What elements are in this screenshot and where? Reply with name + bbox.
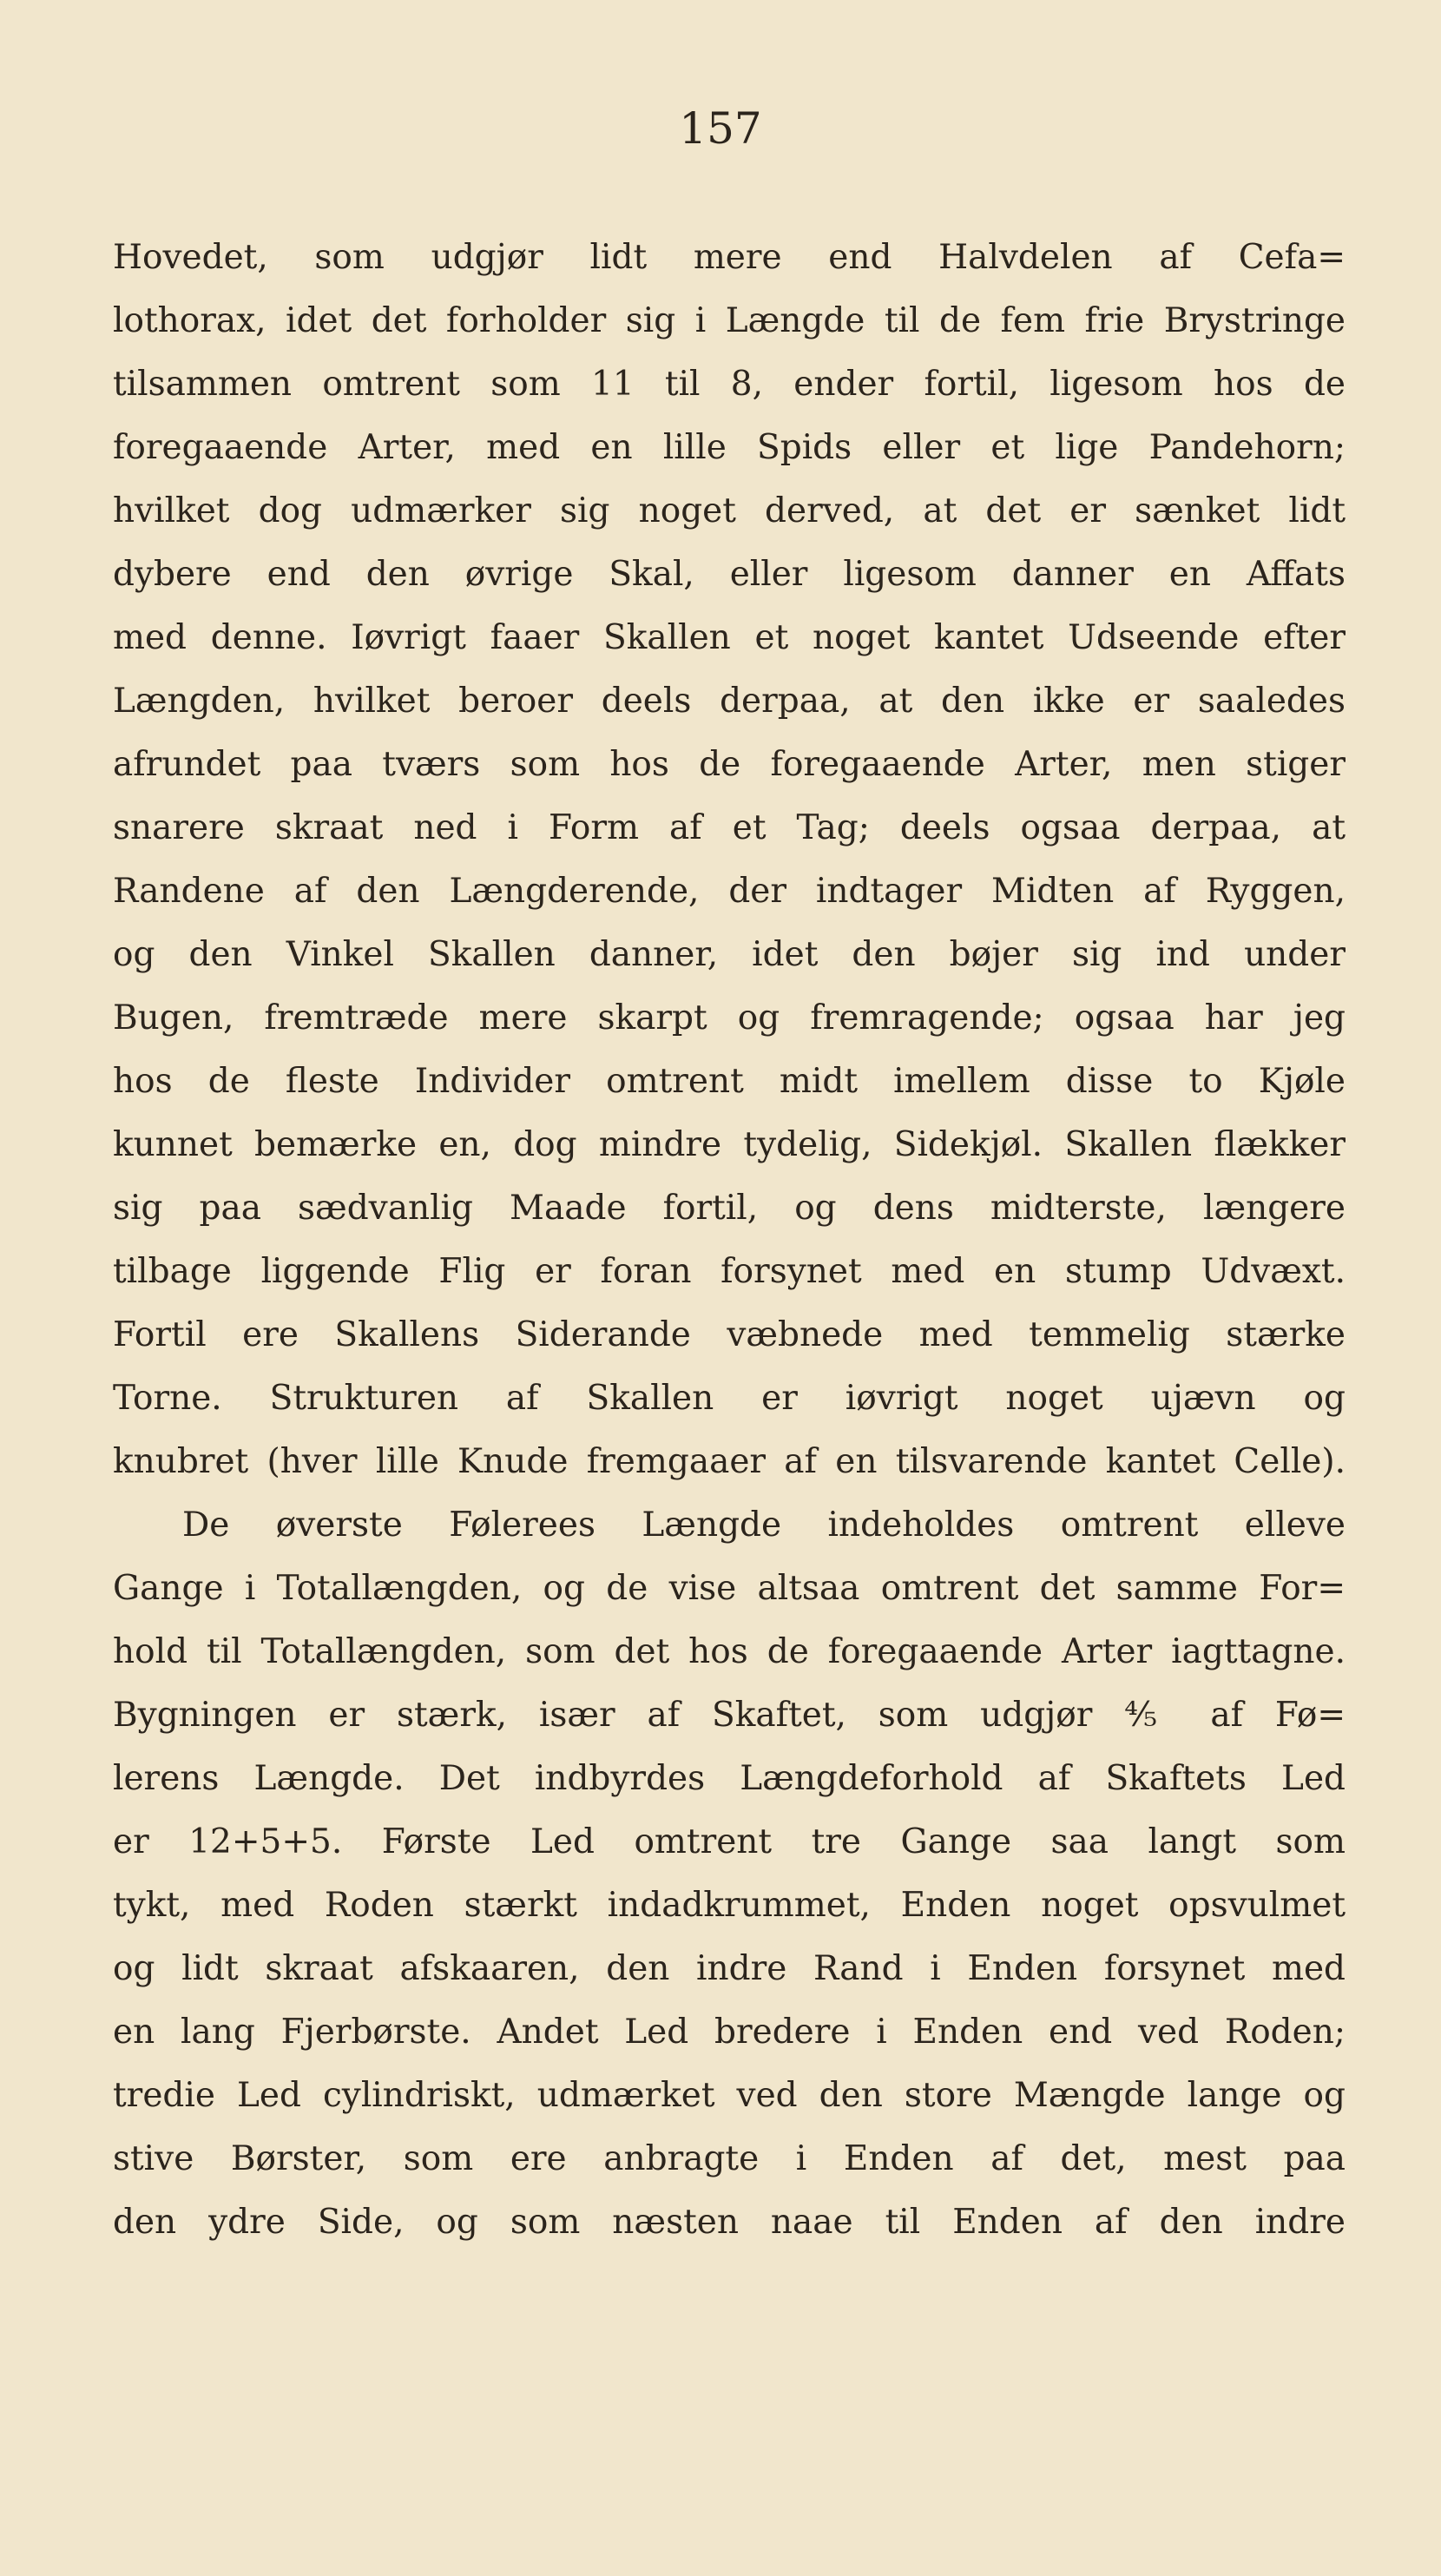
text-line: og den Vinkel Skallen danner, idet den bøjer sig ind under: [113, 935, 1346, 974]
text-line: hold til Totallængden, som det hos de foregaaende Arter iagttagne.: [113, 1632, 1346, 1671]
text-line: kunnet bemærke en, dog mindre tydelig, Sidekjøl. Skallen flækker: [113, 1125, 1346, 1164]
text-line: De øverste Følerees Længde indeholdes omtrent elleve: [182, 1505, 1346, 1545]
text-line: sig paa sædvanlig Maade fortil, og dens midterste, længere: [113, 1189, 1346, 1228]
text-line: foregaaende Arter, med en lille Spids eller et lige Pandehorn;: [113, 428, 1346, 467]
text-line: Bugen, fremtræde mere skarpt og fremragende; ogsaa har jeg: [113, 998, 1346, 1038]
text-line: dybere end den øvrige Skal, eller ligesom danner en Affats: [113, 555, 1346, 594]
text-line: lothorax, idet det forholder sig i Længde til de fem frie Brystringe: [113, 301, 1346, 340]
text-line: den ydre Side, og som næsten naae til Enden af den indre: [113, 2203, 1346, 2242]
text-line: Hovedet, som udgjør lidt mere end Halvdelen af Cefa=: [113, 238, 1346, 277]
text-line: tykt, med Roden stærkt indadkrummet, Enden noget opsvulmet: [113, 1886, 1346, 1925]
text-line: med denne. Iøvrigt faaer Skallen et noget kantet Udseende efter: [113, 618, 1346, 657]
text-line: tilbage liggende Flig er foran forsynet med en stump Udvæxt.: [113, 1252, 1346, 1291]
text-line: Fortil ere Skallens Siderande væbnede med temmelig stærke: [113, 1315, 1346, 1354]
body-text: [113, 226, 1346, 2254]
text-line: og lidt skraat afskaaren, den indre Rand i Enden forsynet med: [113, 1949, 1346, 1988]
text-line: lerens Længde. Det indbyrdes Længdeforhold af Skaftets Led: [113, 1759, 1346, 1798]
text-line: knubret (hver lille Knude fremgaaer af en tilsvarende kantet Celle).: [113, 1442, 1346, 1481]
text-line: afrundet paa tværs som hos de foregaaende Arter, men stiger: [113, 745, 1346, 784]
text-line: stive Børster, som ere anbragte i Enden af det, mest paa: [113, 2139, 1346, 2178]
page-number: 157: [679, 103, 762, 154]
text-line: en lang Fjerbørste. Andet Led bredere i Enden end ved Roden;: [113, 2013, 1346, 2052]
text-line: Randene af den Længderende, der indtager Midten af Ryggen,: [113, 872, 1346, 911]
text-line: Gange i Totallængden, og de vise altsaa omtrent det samme For=: [113, 1569, 1346, 1608]
text-line: hvilket dog udmærker sig noget derved, at det er sænket lidt: [113, 491, 1346, 530]
text-line: hos de fleste Individer omtrent midt imellem disse to Kjøle: [113, 1062, 1346, 1101]
text-line: Bygningen er stærk, især af Skaftet, som udgjør ⅘ af Fø=: [113, 1696, 1346, 1735]
text-line: tilsammen omtrent som 11 til 8, ender fortil, ligesom hos de: [113, 365, 1346, 404]
text-line: snarere skraat ned i Form af et Tag; deels ogsaa derpaa, at: [113, 808, 1346, 847]
text-line: er 12+5+5. Første Led omtrent tre Gange saa langt som: [113, 1822, 1346, 1861]
text-line: Torne. Strukturen af Skallen er iøvrigt noget ujævn og: [113, 1379, 1346, 1418]
text-line: Længden, hvilket beroer deels derpaa, at den ikke er saaledes: [113, 682, 1346, 721]
text-line: tredie Led cylindriskt, udmærket ved den store Mængde lange og: [113, 2076, 1346, 2115]
